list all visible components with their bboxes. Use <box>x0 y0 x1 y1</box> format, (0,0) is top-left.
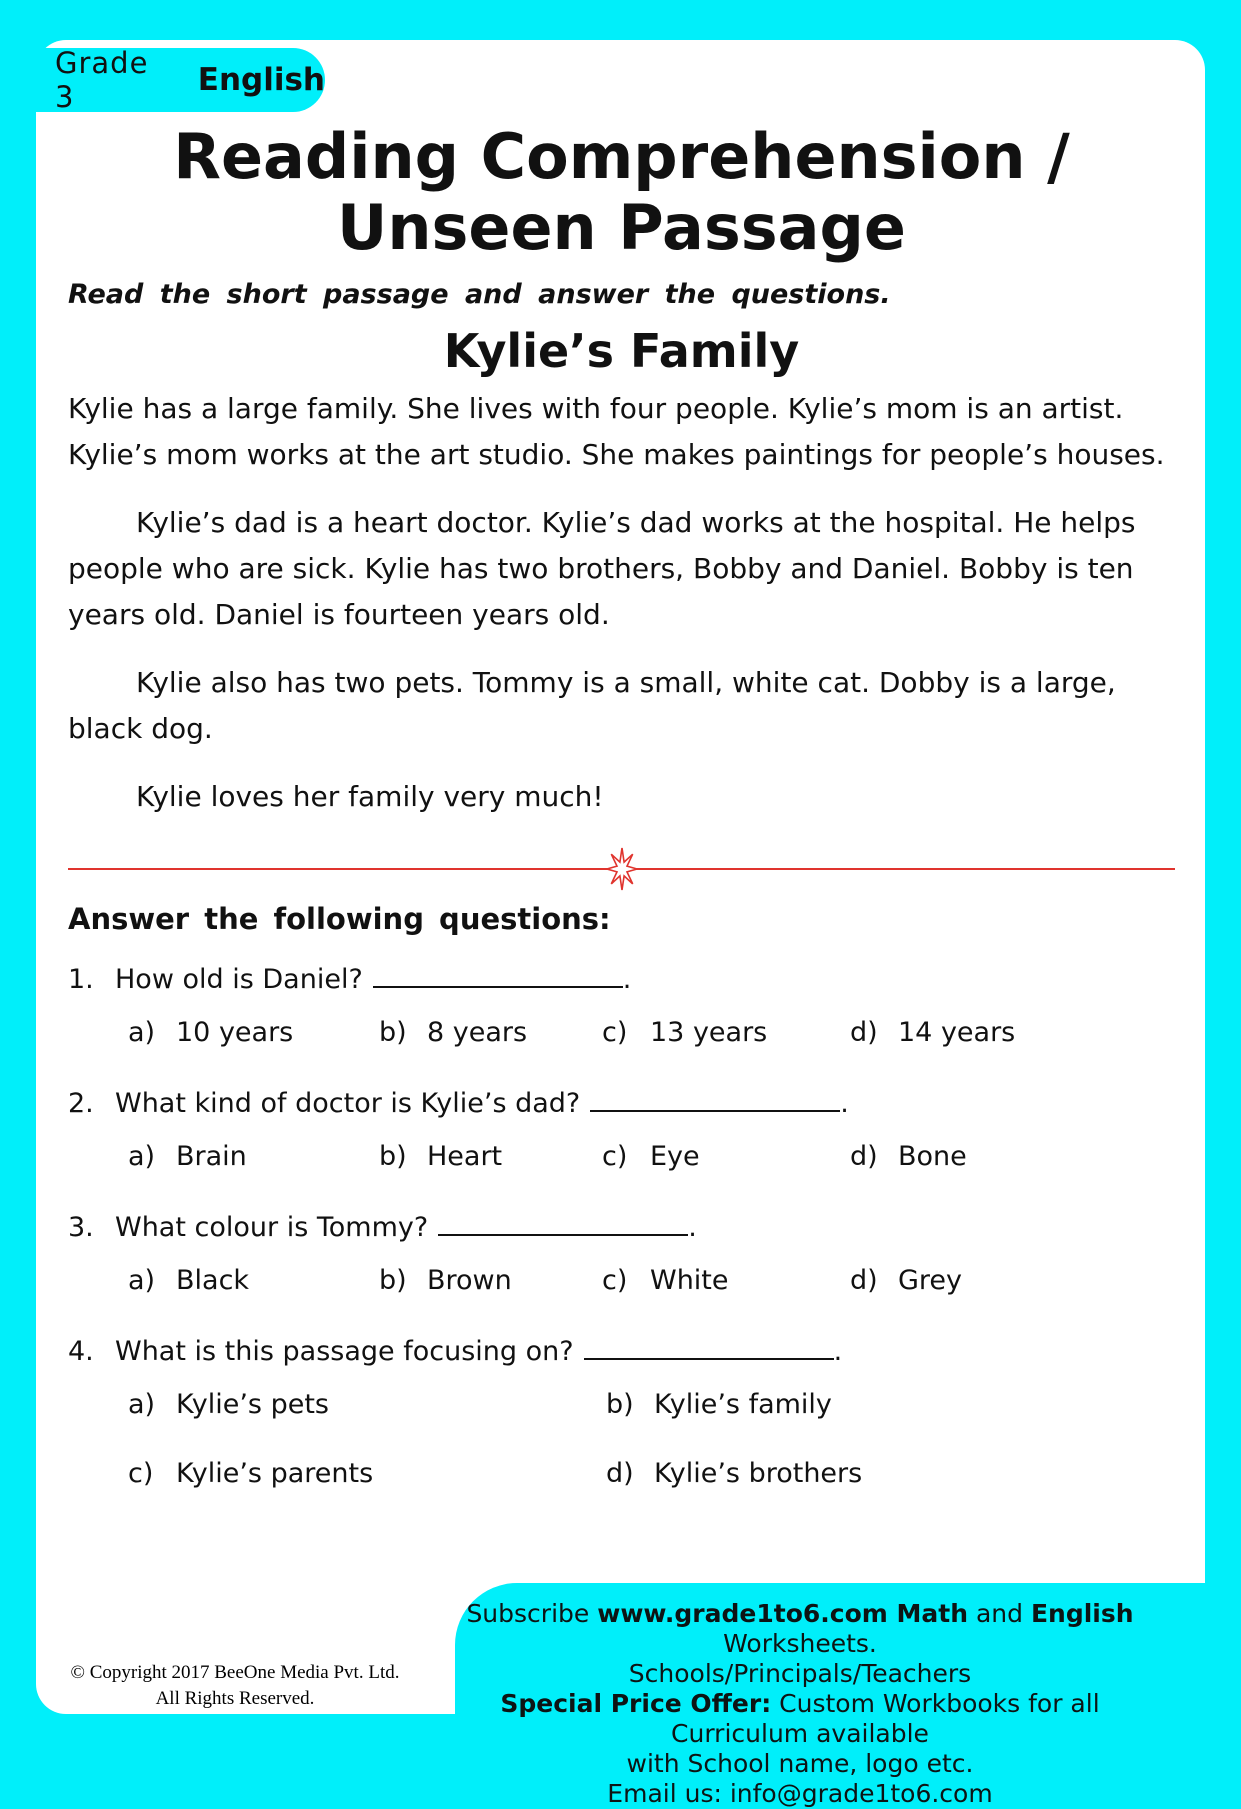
question-period: . <box>833 1336 843 1368</box>
footer-email-line: Email us: info@grade1to6.com <box>607 1779 993 1808</box>
footer-text: Custom Workbooks for all Curriculum available <box>671 1689 1100 1748</box>
footer-text: and <box>968 1599 1031 1628</box>
option-label: a) <box>128 1265 156 1297</box>
option-a <box>128 1141 379 1172</box>
option-text: 13 years <box>650 1017 768 1049</box>
section-divider <box>68 846 1175 892</box>
option-text: White <box>650 1265 729 1297</box>
option-b <box>606 1389 1175 1420</box>
option-label: d) <box>850 1265 878 1297</box>
option-label: b) <box>379 1017 407 1049</box>
passage-paragraph: Kylie has a large family. She lives with four people. Kylie’s mom is an artist. Kylie’s mom works at the art studio. She makes paintings for people’s houses. <box>68 392 1165 472</box>
question-2 <box>68 1088 1175 1172</box>
option-label: b) <box>379 1141 407 1173</box>
footer-text: Subscribe <box>466 1599 598 1628</box>
option-text: Kylie’s pets <box>176 1389 329 1421</box>
answer-blank <box>373 982 623 988</box>
question-3-options <box>128 1265 1175 1296</box>
footer-offer-label: Special Price Offer: <box>500 1689 772 1718</box>
question-number: 1. <box>68 964 94 996</box>
option-a <box>128 1017 379 1048</box>
footer-offer-line <box>459 1689 1141 1749</box>
footer-subscribe-line <box>459 1599 1141 1659</box>
option-label: a) <box>128 1141 156 1173</box>
question-1 <box>68 964 1175 1048</box>
option-text: 14 years <box>898 1017 1016 1049</box>
option-label: a) <box>128 1389 156 1421</box>
passage-paragraph: Kylie also has two pets. Tommy is a small, white cat. Dobby is a large, black dog. <box>68 666 1116 746</box>
question-period: . <box>688 1212 697 1244</box>
footer-audience-line: Schools/Principals/Teachers <box>628 1659 972 1688</box>
passage-heading: Kylie’s Family <box>443 324 800 379</box>
question-period: . <box>622 964 632 996</box>
page-title <box>68 122 1175 263</box>
option-c <box>128 1458 606 1489</box>
option-text: Brown <box>427 1265 512 1297</box>
copyright-line1: © Copyright 2017 BeeOne Media Pvt. Ltd. <box>70 1662 400 1683</box>
option-a <box>128 1389 606 1420</box>
option-label: c) <box>602 1017 628 1049</box>
question-1-options <box>128 1017 1175 1048</box>
option-label: a) <box>128 1017 156 1049</box>
option-label: d) <box>606 1458 634 1490</box>
option-b <box>379 1265 602 1296</box>
option-text: Kylie’s brothers <box>654 1458 863 1490</box>
option-text: Bone <box>898 1141 967 1173</box>
option-label: b) <box>379 1265 407 1297</box>
option-d <box>850 1265 1175 1296</box>
option-d <box>850 1141 1175 1172</box>
question-4 <box>68 1336 1175 1489</box>
option-label: d) <box>850 1017 878 1049</box>
question-text: What is this passage focusing on? <box>115 1336 574 1368</box>
option-c <box>602 1141 850 1172</box>
option-text: Eye <box>650 1141 700 1173</box>
star-icon <box>602 846 642 896</box>
question-number: 4. <box>68 1336 94 1368</box>
question-period: . <box>840 1088 849 1120</box>
option-text: 10 years <box>176 1017 294 1049</box>
worksheet-content <box>36 40 1205 1714</box>
answer-blank <box>584 1354 834 1360</box>
option-label: c) <box>602 1141 628 1173</box>
question-4-line <box>68 1336 1175 1367</box>
question-2-options <box>128 1141 1175 1172</box>
footer-website-text: www.grade1to6.com Math <box>597 1599 969 1628</box>
question-1-line <box>68 964 1175 995</box>
option-text: Heart <box>427 1141 503 1173</box>
question-text: What colour is Tommy? <box>115 1212 429 1244</box>
copyright-line2: All Rights Reserved. <box>155 1688 315 1709</box>
page-title-line2: Unseen Passage <box>337 190 906 264</box>
promo-footer <box>455 1583 1241 1808</box>
question-number: 2. <box>68 1088 94 1120</box>
question-4-options <box>128 1389 1175 1489</box>
footer-text: Worksheets. <box>723 1629 877 1658</box>
questions-section-heading: Answer the following questions: <box>68 902 611 937</box>
option-label: c) <box>128 1458 154 1490</box>
subject-label: English <box>197 62 325 98</box>
question-number: 3. <box>68 1212 94 1244</box>
option-d <box>850 1017 1175 1048</box>
question-text: What kind of doctor is Kylie’s dad? <box>115 1088 581 1120</box>
question-2-line <box>68 1088 1175 1119</box>
question-3 <box>68 1212 1175 1296</box>
page-title-line1: Reading Comprehension / <box>173 120 1070 193</box>
passage-paragraph: Kylie’s dad is a heart doctor. Kylie’s dad works at the hospital. He helps people who are sick. Kylie has two brothers, Bobby and Daniel. Bobby is ten years old. Daniel is fourteen years old. <box>68 506 1136 632</box>
answer-blank <box>590 1106 840 1112</box>
instruction-text: Read the short passage and answer the questions. <box>68 279 891 311</box>
option-a <box>128 1265 379 1296</box>
option-d <box>606 1458 1175 1489</box>
option-text: 8 years <box>427 1017 528 1049</box>
option-b <box>379 1141 602 1172</box>
passage-paragraph: Kylie loves her family very much! <box>136 780 604 814</box>
footer-text: English <box>1030 1599 1134 1628</box>
option-text: Black <box>176 1265 250 1297</box>
option-text: Kylie’s family <box>654 1389 832 1421</box>
option-c <box>602 1265 850 1296</box>
question-text: How old is Daniel? <box>115 964 363 996</box>
option-text: Kylie’s parents <box>176 1458 374 1490</box>
option-label: d) <box>850 1141 878 1173</box>
worksheet-page <box>36 40 1205 1714</box>
option-label: b) <box>606 1389 634 1421</box>
option-label: c) <box>602 1265 628 1297</box>
option-c <box>602 1017 850 1048</box>
answer-blank <box>438 1230 688 1236</box>
question-3-line <box>68 1212 1175 1243</box>
grade-label: Grade 3 <box>55 46 149 114</box>
option-text: Grey <box>898 1265 963 1297</box>
footer-school-line: with School name, logo etc. <box>626 1749 974 1778</box>
option-text: Brain <box>176 1141 247 1173</box>
copyright-notice <box>45 1660 425 1712</box>
option-b <box>379 1017 602 1048</box>
